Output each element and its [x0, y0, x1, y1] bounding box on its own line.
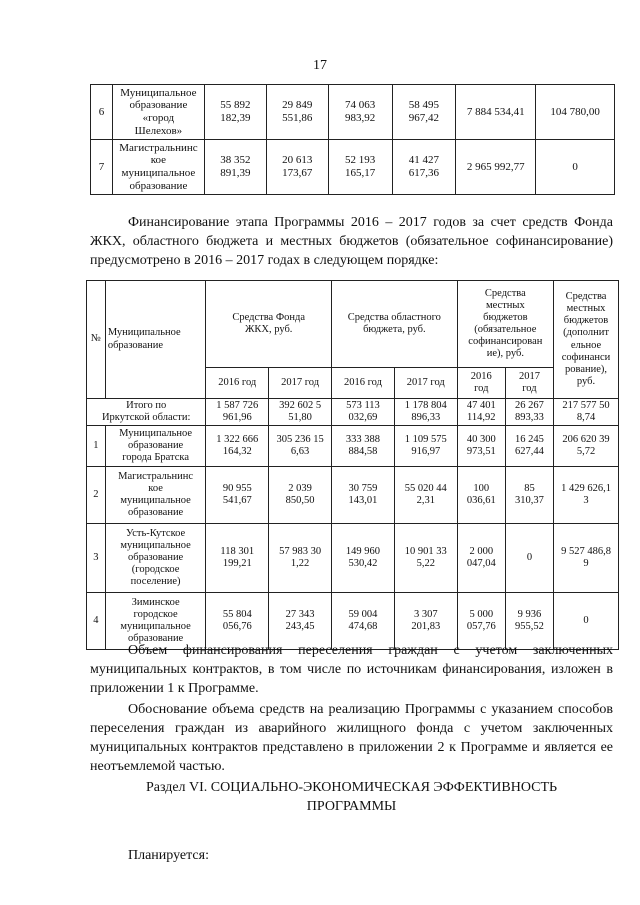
- table-cell: 3 307 201,83: [394, 593, 457, 650]
- col-header-year: 2016 год: [206, 368, 269, 399]
- table-row: [87, 467, 619, 524]
- row-number: 3: [87, 524, 106, 593]
- table-cell: 74 063 983,92: [328, 85, 392, 140]
- municipality-name: Муниципальное образование «город Шелехов»: [112, 85, 204, 140]
- table-cell: 41 427 617,36: [392, 140, 456, 195]
- table-cell: 55 892 182,39: [204, 85, 266, 140]
- table-cell: 1 587 726 961,96: [206, 399, 269, 426]
- table-cell: 104 780,00: [536, 85, 615, 140]
- table-cell: 90 955 541,67: [206, 467, 269, 524]
- table-row: [87, 524, 619, 593]
- total-row: [87, 399, 619, 426]
- table-cell: 26 267 893,33: [505, 399, 553, 426]
- table-cell: 5 000 057,76: [457, 593, 505, 650]
- municipality-name: Зиминское городское муниципальное образование: [105, 593, 206, 650]
- table-cell: 2 965 992,77: [456, 140, 536, 195]
- table-cell: 149 960 530,42: [332, 524, 395, 593]
- municipality-name: Муниципальное образование города Братска: [105, 426, 206, 467]
- col-header-fund: Средства Фонда ЖКХ, руб.: [206, 281, 332, 368]
- table-row: [91, 85, 615, 140]
- table-cell: 52 193 165,17: [328, 140, 392, 195]
- col-header-year: 2017 год: [269, 368, 332, 399]
- col-header-number: №: [87, 281, 106, 399]
- col-header-year: 2017 год: [394, 368, 457, 399]
- table-cell: 40 300 973,51: [457, 426, 505, 467]
- table-cell: 573 113 032,69: [332, 399, 395, 426]
- col-header-local-obligatory: Средства местных бюджетов (обязательное софинансирован ие), руб.: [457, 281, 553, 368]
- financing-paragraph: Финансирование этапа Программы 2016 – 2017 годов за счет средств Фонда ЖКХ, областного бюджета и местных бюджетов (обязательное софинансирование) предусмотрено в 2016 – 2017 годах в следующем порядке:: [90, 215, 613, 268]
- municipality-name: Усть-Кутское муниципальное образование (городское поселение): [105, 524, 206, 593]
- row-number: 1: [87, 426, 106, 467]
- municipality-name: Магистральнинс кое муниципальное образование: [105, 467, 206, 524]
- section-title: Раздел VI. СОЦИАЛЬНО-ЭКОНОМИЧЕСКАЯ ЭФФЕКТИВНОСТЬ ПРОГРАММЫ: [145, 780, 558, 814]
- table-cell: 0: [536, 140, 615, 195]
- table-cell: 1 178 804 896,33: [394, 399, 457, 426]
- table-cell: 392 602 5 51,80: [269, 399, 332, 426]
- col-header-year: 2017 год: [505, 368, 553, 399]
- col-header-year: 2016 год: [457, 368, 505, 399]
- table-cell: 27 343 243,45: [269, 593, 332, 650]
- volume-paragraph: Объем финансирования переселения граждан с учетом заключенных муниципальных контрактов, в том числе по источникам финансирования, изложен в приложении 1 к Программе.: [90, 643, 613, 696]
- table-cell: 118 301 199,21: [206, 524, 269, 593]
- table-cell: 9 936 955,52: [505, 593, 553, 650]
- table-cell: 59 004 474,68: [332, 593, 395, 650]
- col-header-regional: Средства областного бюджета, руб.: [332, 281, 458, 368]
- table-cell: 57 983 30 1,22: [269, 524, 332, 593]
- col-header-municipality: Муниципальное образование: [105, 281, 206, 399]
- col-header-year: 2016 год: [332, 368, 395, 399]
- table-cell: 7 884 534,41: [456, 85, 536, 140]
- table-cell: 0: [505, 524, 553, 593]
- table-cell: 55 020 44 2,31: [394, 467, 457, 524]
- justification-paragraph: Обоснование объема средств на реализацию Программы с указанием способов переселения граждан из аварийного жилищного фонда с учетом заключенных муниципальных контрактов представлено в приложении 2 к Программе и является ее неотъемлемой частью.: [90, 702, 613, 774]
- financing-table: [86, 280, 619, 650]
- table-cell: 206 620 39 5,72: [554, 426, 619, 467]
- table-cell: 2 039 850,50: [269, 467, 332, 524]
- table-cell: 85 310,37: [505, 467, 553, 524]
- table-row: [87, 426, 619, 467]
- header-row: [87, 281, 619, 368]
- table-cell: 47 401 114,92: [457, 399, 505, 426]
- table-cell: 38 352 891,39: [204, 140, 266, 195]
- table-cell: 10 901 33 5,22: [394, 524, 457, 593]
- table-cell: 305 236 15 6,63: [269, 426, 332, 467]
- table-cell: 100 036,61: [457, 467, 505, 524]
- col-header-local-additional: Средства местных бюджетов (дополнит ельное софинанси рование), руб.: [554, 281, 619, 399]
- table-cell: 30 759 143,01: [332, 467, 395, 524]
- table-row: [91, 140, 615, 195]
- table-cell: 1 109 575 916,97: [394, 426, 457, 467]
- table-cell: 55 804 056,76: [206, 593, 269, 650]
- table-cell: 20 613 173,67: [266, 140, 328, 195]
- row-number: 6: [91, 85, 113, 140]
- table-cell: 1 322 666 164,32: [206, 426, 269, 467]
- table-cell: 333 388 884,58: [332, 426, 395, 467]
- total-label: Итого по Иркутской области:: [87, 399, 206, 426]
- row-number: 7: [91, 140, 113, 195]
- table-cell: 0: [554, 593, 619, 650]
- table-cell: 217 577 50 8,74: [554, 399, 619, 426]
- table-cell: 29 849 551,86: [266, 85, 328, 140]
- table-cell: 2 000 047,04: [457, 524, 505, 593]
- table-cell: 1 429 626,1 3: [554, 467, 619, 524]
- table-cell: 16 245 627,44: [505, 426, 553, 467]
- page-number: 17: [313, 58, 327, 73]
- row-number: 4: [87, 593, 106, 650]
- top-table: [90, 84, 615, 195]
- row-number: 2: [87, 467, 106, 524]
- table-cell: 9 527 486,8 9: [554, 524, 619, 593]
- municipality-name: Магистральнинс кое муниципальное образование: [112, 140, 204, 195]
- table-cell: 58 495 967,42: [392, 85, 456, 140]
- planned-label: Планируется:: [128, 848, 209, 863]
